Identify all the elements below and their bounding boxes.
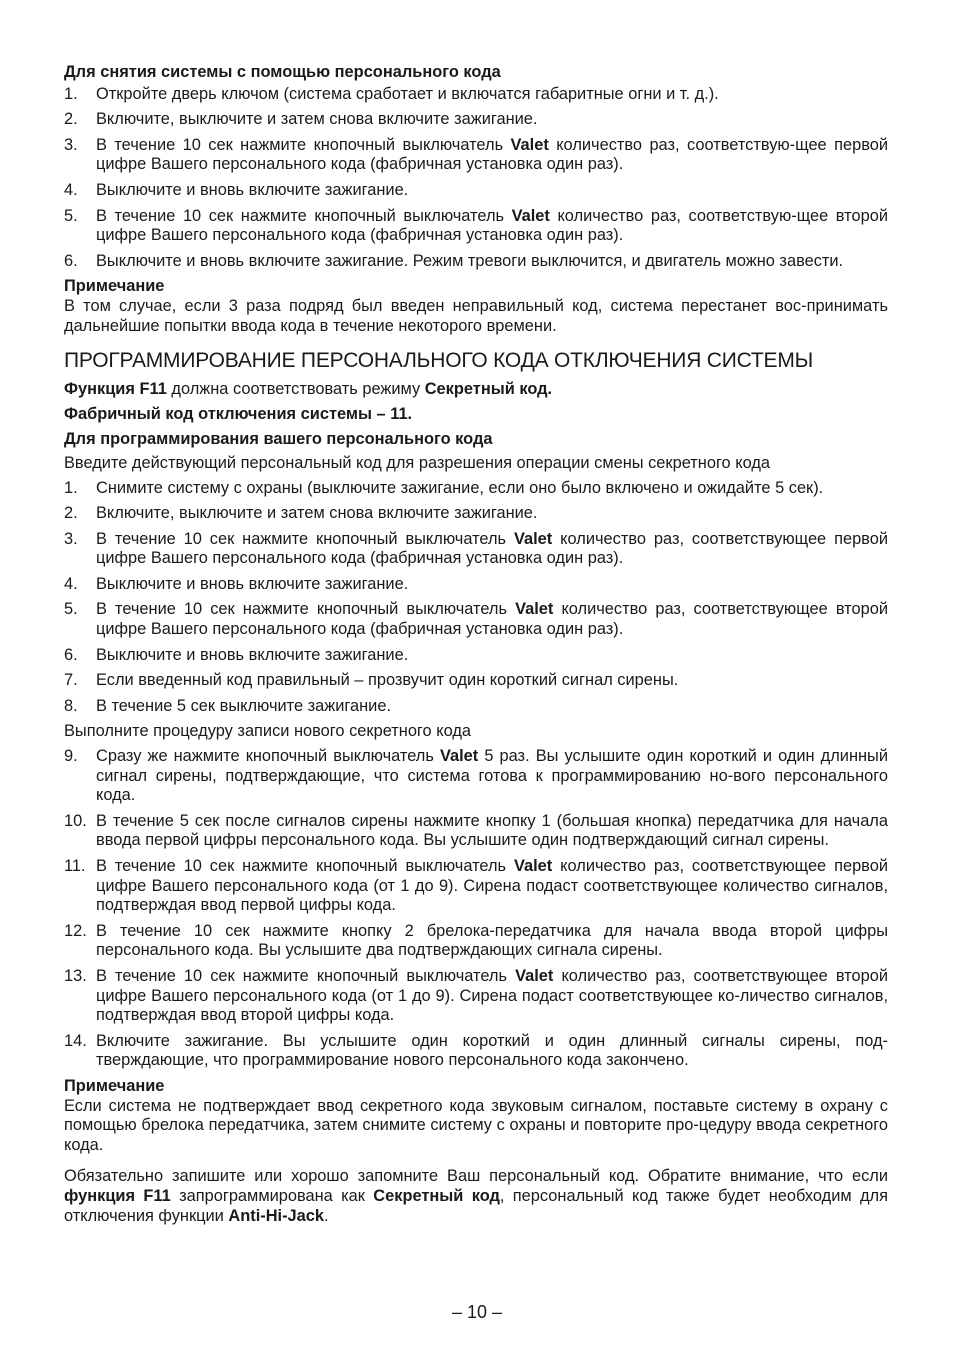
list-item — [64, 812, 888, 851]
note-title-2: Примечание — [64, 1076, 165, 1095]
list-item-text: Сразу же нажмите кнопочный выключатель Valet 5 раз. Вы услышите один короткий и один длинный сигнал сирены, подтверждающие, что система готова к программированию но-вого персонального кода. — [96, 747, 888, 805]
list-item-number: 4. — [64, 180, 78, 199]
list-item — [64, 600, 888, 639]
intro2-text: Выполните процедуру записи нового секретного кода — [64, 722, 472, 741]
list-item-number: 2. — [64, 504, 78, 523]
list-item — [64, 671, 888, 691]
list-item — [64, 207, 888, 246]
list-item-number: 1. — [64, 84, 78, 103]
list-item-number: 10. — [64, 811, 87, 830]
section-title-programming: ПРОГРАММИРОВАНИЕ ПЕРСОНАЛЬНОГО КОДА ОТКЛЮЧЕНИЯ СИСТЕМЫ — [64, 349, 814, 373]
list-item — [64, 967, 888, 1026]
list-item-number: 7. — [64, 671, 78, 690]
page-number: – 10 – — [451, 1302, 503, 1322]
list-item-number: 13. — [64, 966, 87, 985]
list-item-text: Выключите и вновь включите зажигание. — [96, 180, 409, 199]
list-item-text: Включите, выключите и затем снова включите зажигание. — [96, 504, 538, 523]
programming-heading: Для программирования вашего персонального кода — [64, 430, 493, 449]
list-item — [64, 110, 888, 130]
factory-code-line: Фабричный код отключения системы – 11. — [64, 404, 413, 423]
list-item-text: Выключите и вновь включите зажигание. — [96, 574, 409, 593]
list-item-number: 5. — [64, 600, 78, 619]
note-text-2: Если система не подтверждает ввод секретного кода звуковым сигналом, поставьте систему в охрану с помощью брелока передатчика, затем снимите систему с охраны и повторите про-цедуру ввода секретного кода. — [64, 1096, 888, 1154]
list-item-text: Выключите и вновь включите зажигание. Режим тревоги выключится, и двигатель можно завести. — [96, 251, 844, 270]
list-item-text: Включите зажигание. Вы услышите один короткий и один длинный сигналы сирены, под-тверждающие, что программирование нового персонального кода закончено. — [96, 1031, 888, 1070]
list-item-text: В течение 10 сек нажмите кнопочный выключатель Valet количество раз, соответствующее первой цифре Вашего персонального кода (от 1 до 9). Сирена подаст соответствующее количество сигналов, подтверждая ввод первой цифры кода. — [96, 857, 888, 915]
page-content — [64, 63, 888, 1231]
final-paragraph: Обязательно запишите или хорошо запомните Ваш персональный код. Обратите внимание, что если функция F11 запрограммирована как Секретный код, персональный код также будет необходим для отключения функции Anti-Hi-Jack. — [64, 1167, 888, 1225]
function-f11-line: Функция F11 должна соответствовать режиму Секретный код. — [64, 380, 553, 399]
list-item-number: 12. — [64, 921, 87, 940]
list-item — [64, 530, 888, 569]
list-item-number: 6. — [64, 645, 78, 664]
list-item-number: 4. — [64, 574, 78, 593]
list-item — [64, 504, 888, 524]
intro-text: Введите действующий персональный код для разрешения операции смены секретного кода — [64, 453, 771, 472]
list-item — [64, 857, 888, 916]
list-item-text: Снимите систему с охраны (выключите зажигание, если оно было включено и ожидайте 5 сек). — [96, 478, 824, 497]
list-item-text: В течение 10 сек нажмите кнопочный выключатель Valet количество раз, соответствующее второй цифре Вашего персонального кода (фабричная установка один раз). — [96, 600, 888, 639]
list-item-text: Выключите и вновь включите зажигание. — [96, 645, 409, 664]
list-item-text: В течение 10 сек нажмите кнопочный выключатель Valet количество раз, соответствую-щее второй цифре Вашего персонального кода (фабричная установка один раз). — [96, 206, 888, 245]
enter-code-steps-list — [64, 479, 888, 717]
list-item — [64, 181, 888, 201]
list-item-text: Если введенный код правильный – прозвучит один короткий сигнал сирены. — [96, 671, 679, 690]
list-item-text: В течение 10 сек нажмите кнопку 2 брелока-передатчика для начала ввода второй цифры персонального кода. Вы услышите два подтверждающих сигнала сирены. — [96, 921, 888, 960]
record-code-steps-list — [64, 747, 888, 1071]
list-item — [64, 922, 888, 961]
list-item-text: В течение 5 сек выключите зажигание. — [96, 696, 392, 715]
list-item-number: 8. — [64, 696, 78, 715]
list-item — [64, 697, 888, 717]
list-item-number: 1. — [64, 478, 78, 497]
list-item — [64, 252, 888, 272]
list-item — [64, 136, 888, 175]
list-item-text: В течение 5 сек после сигналов сирены нажмите кнопку 1 (большая кнопка) передатчика для начала ввода первой цифры персонального кода. Вы услышите один подтверждающий сигнал сирены. — [96, 811, 888, 850]
list-item-number: 2. — [64, 110, 78, 129]
list-item-number: 9. — [64, 747, 78, 766]
list-item-text: Откройте дверь ключом (система сработает и включатся габаритные огни и т. д.). — [96, 84, 719, 103]
list-item-number: 3. — [64, 135, 78, 154]
list-item — [64, 1032, 888, 1071]
list-item — [64, 85, 888, 105]
list-item-number: 6. — [64, 251, 78, 270]
list-item-number: 14. — [64, 1031, 87, 1050]
list-item — [64, 479, 888, 499]
note-text-1: В том случае, если 3 раза подряд был введен неправильный код, система перестанет вос-принимать дальнейшие попытки ввода кода в течение некоторого времени. — [64, 296, 888, 335]
list-item-text: В течение 10 сек нажмите кнопочный выключатель Valet количество раз, соответствую-щее первой цифре Вашего персонального кода (фабричная установка один раз). — [96, 135, 888, 174]
list-item-text: В течение 10 сек нажмите кнопочный выключатель Valet количество раз, соответствующее второй цифре Вашего персонального кода (от 1 до 9). Сирена подаст соответствующее ко-личество сигналов, подтверждая ввод второй цифры кода. — [96, 966, 888, 1025]
list-item-number: 5. — [64, 206, 78, 225]
section-heading-disarm: Для снятия системы с помощью персонального кода — [64, 63, 501, 81]
list-item — [64, 575, 888, 595]
list-item-text: В течение 10 сек нажмите кнопочный выключатель Valet количество раз, соответствующее первой цифре Вашего персонального кода (фабричная установка один раз). — [96, 529, 888, 568]
list-item-number: 3. — [64, 529, 78, 548]
disarm-steps-list — [64, 85, 888, 272]
list-item — [64, 646, 888, 666]
list-item-text: Включите, выключите и затем снова включите зажигание. — [96, 110, 538, 129]
list-item-number: 11. — [64, 857, 86, 875]
list-item — [64, 747, 888, 806]
note-title-1: Примечание — [64, 277, 165, 296]
